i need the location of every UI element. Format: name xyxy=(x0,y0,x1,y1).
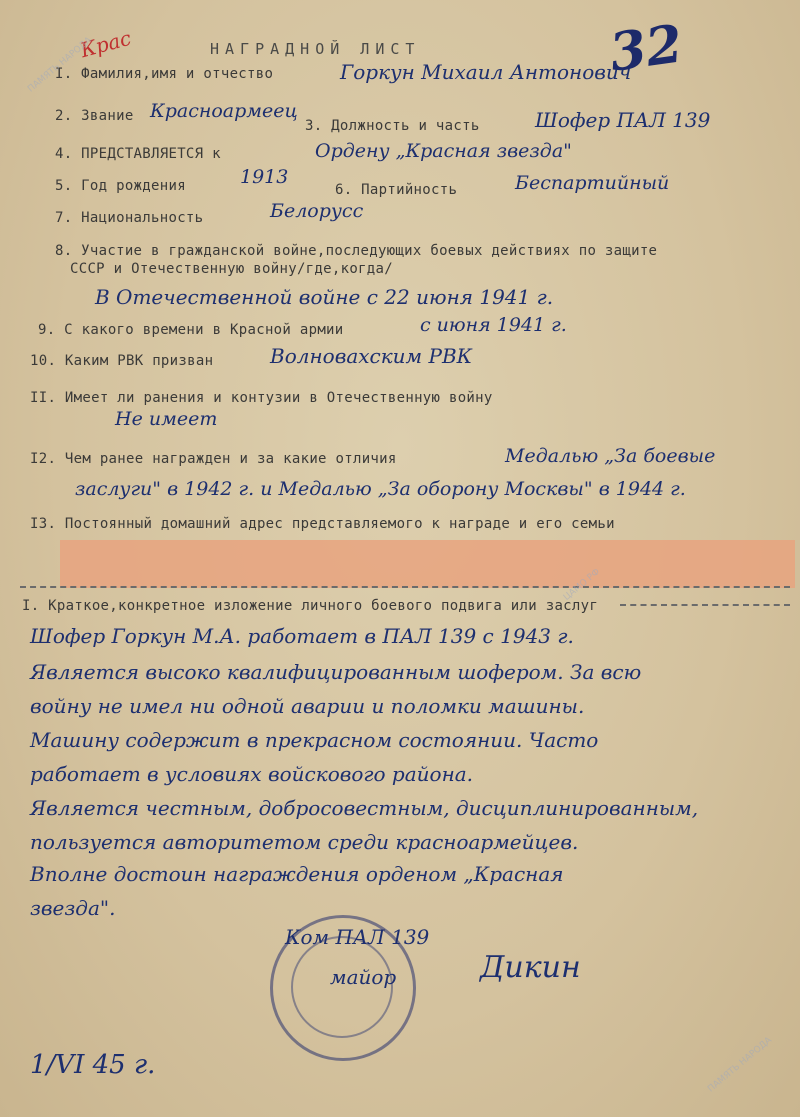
merit-line-5: работает в условиях войскового района. xyxy=(30,762,474,786)
watermark: ЦАМО РФ xyxy=(561,567,603,603)
merit-line-4: Машину содержит в прекрасном состоянии. Часто xyxy=(30,728,599,752)
row11-value: Не имеет xyxy=(115,408,218,430)
row7-label: 7. Национальность xyxy=(55,210,204,226)
row9-label: 9. С какого времени в Красной армии xyxy=(38,322,344,338)
row1-label: I. Фамилия,имя и отчество xyxy=(55,66,274,82)
row7-value: Белорусс xyxy=(270,200,364,222)
row3-value: Шофер ПАЛ 139 xyxy=(535,108,711,132)
merit-line-6: Является честным, добросовестным, дисциплинированным, xyxy=(30,796,699,820)
row8-label-line1: 8. Участие в гражданской войне,последующих боевых действиях по защите xyxy=(55,243,658,259)
merit-line-8: Вполне достоин награждения орденом „Красная xyxy=(30,862,564,886)
watermark: ПАМЯТЬ НАРОДА xyxy=(26,35,94,95)
file-number: 32 xyxy=(606,13,687,84)
merit-line-2: Является высоко квалифицированным шофером. За всю xyxy=(30,660,642,684)
row11-label: II. Имеет ли ранения и контузии в Отечественную войну xyxy=(30,390,493,406)
merit-line-9: звезда". xyxy=(30,896,116,920)
row8-label-line2: СССР и Отечественную войну/где,когда/ xyxy=(70,261,393,277)
row6-label: 6. Партийность xyxy=(335,182,458,198)
section2-label: I. Краткое,конкретное изложение личного боевого подвига или заслуг xyxy=(22,598,599,614)
row12-value-line1: Медалью „За боевые xyxy=(505,445,716,467)
divider-short xyxy=(620,604,790,606)
row4-value: Ордену „Красная звезда" xyxy=(315,140,572,162)
row2-value: Красноармеец xyxy=(150,100,298,122)
row3-label: 3. Должность и часть xyxy=(305,118,480,134)
row4-label: 4. ПРЕДСТАВЛЯЕТСЯ к xyxy=(55,146,221,162)
row1-value: Горкун Михаил Антонович xyxy=(340,60,632,84)
row6-value: Беспартийный xyxy=(515,172,670,194)
row5-label: 5. Год рождения xyxy=(55,178,186,194)
divider xyxy=(20,586,790,588)
row8-value: В Отечественной войне с 22 июня 1941 г. xyxy=(95,285,554,309)
signature-rank: майор xyxy=(330,965,397,989)
row13-label: I3. Постоянный домашний адрес представляемого к награде и его семьи xyxy=(30,516,615,532)
row9-value: с июня 1941 г. xyxy=(420,314,567,336)
document-date: 1/VI 45 г. xyxy=(30,1050,156,1080)
red-annotation: Крас xyxy=(77,25,134,63)
row10-label: 10. Каким РВК призван xyxy=(30,353,214,369)
document-title: НАГРАДНОЙ ЛИСТ xyxy=(210,40,421,58)
merit-line-1: Шофер Горкун М.А. работает в ПАЛ 139 с 1943 г. xyxy=(30,624,574,648)
signature-title: Ком ПАЛ 139 xyxy=(285,925,430,949)
row12-value-line2: заслуги" в 1942 г. и Медалью „За оборону Москвы" в 1944 г. xyxy=(75,478,686,500)
row2-label: 2. Звание xyxy=(55,108,134,124)
row12-label: I2. Чем ранее награжден и за какие отличия xyxy=(30,451,397,467)
merit-line-3: войну не имел ни одной аварии и поломки машины. xyxy=(30,694,585,718)
watermark: ПАМЯТЬ НАРОДА xyxy=(706,1035,774,1095)
row10-value: Волноваxским РВК xyxy=(270,344,473,368)
signature-name: Дикин xyxy=(480,950,581,985)
row5-value: 1913 xyxy=(240,166,289,188)
merit-line-7: пользуется авторитетом среди красноармейцев. xyxy=(30,830,579,854)
redacted-address xyxy=(60,540,795,588)
